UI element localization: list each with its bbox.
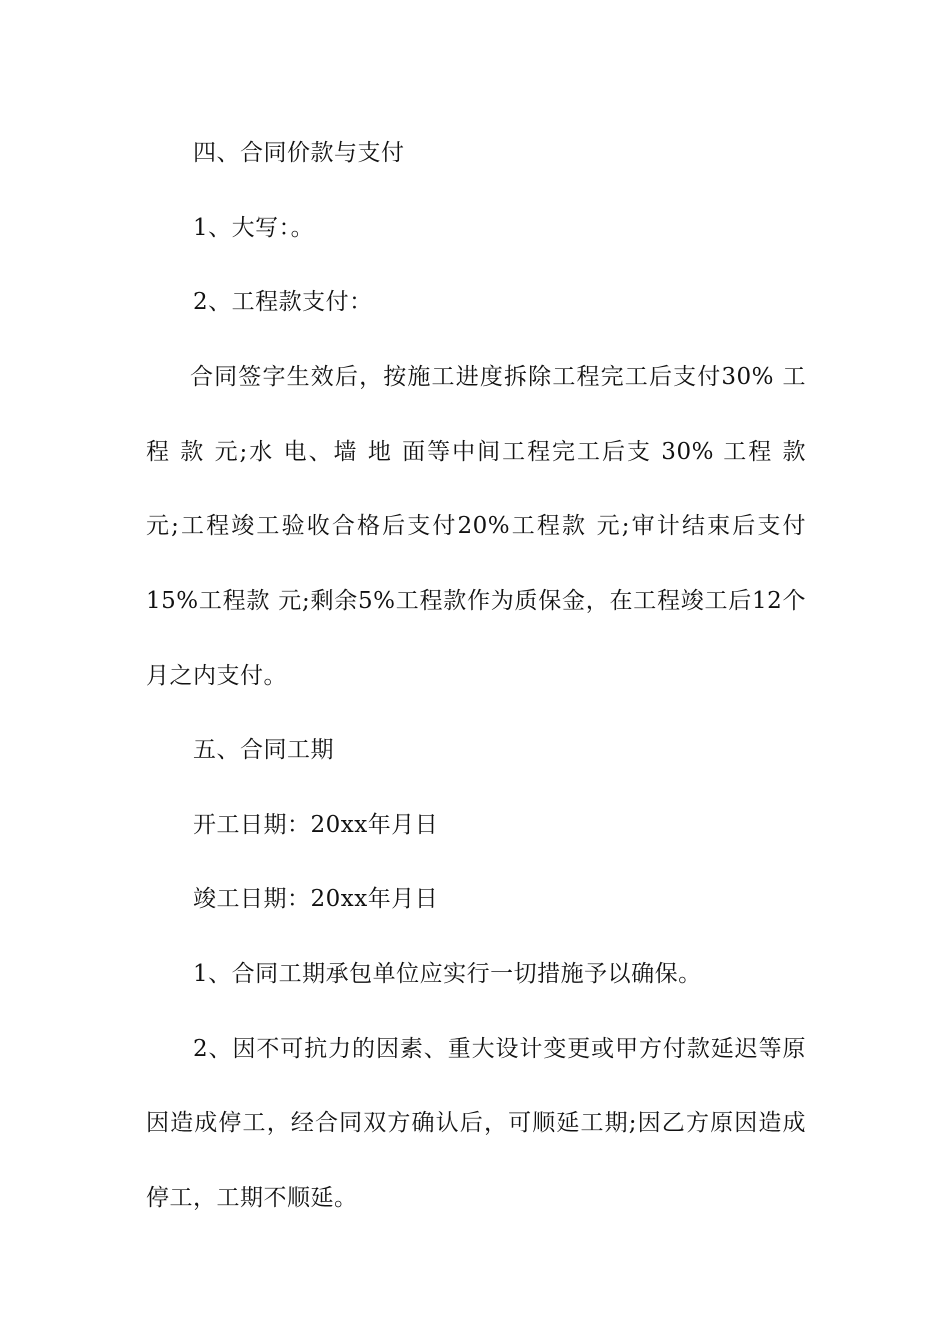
amount-in-words-item: 1、大写：。 xyxy=(193,215,315,241)
payment-item: 2、工程款支付： xyxy=(193,289,373,315)
period-item-1: 1、合同工期承包单位应实行一切措施予以确保。 xyxy=(193,961,702,987)
completion-date: 竣工日期：20xx年月日 xyxy=(193,886,439,912)
start-date: 开工日期：20xx年月日 xyxy=(193,812,439,838)
section-5-heading: 五、合同工期 xyxy=(193,737,334,763)
period-item-2-line-1: 2、因不可抗力的因素、重大设计变更或甲方付款延迟等原 xyxy=(193,1036,806,1062)
payment-paragraph-line-2: 程 款 元;水 电、墙 地 面等中间工程完工后支 30% 工程 款 xyxy=(146,439,806,465)
period-item-2-line-3: 停工，工期不顺延。 xyxy=(146,1185,358,1211)
section-4-heading: 四、合同价款与支付 xyxy=(193,140,405,166)
payment-paragraph-line-1: 合同签字生效后，按施工进度拆除工程完工后支付30% 工 xyxy=(190,364,806,390)
payment-paragraph-line-3: 元;工程竣工验收合格后支付20%工程款 元;审计结束后支付 xyxy=(146,513,806,539)
payment-paragraph-line-4: 15%工程款 元;剩余5%工程款作为质保金，在工程竣工后12个 xyxy=(146,588,806,614)
payment-paragraph-line-5: 月之内支付。 xyxy=(146,663,287,689)
period-item-2-line-2: 因造成停工，经合同双方确认后，可顺延工期;因乙方原因造成 xyxy=(146,1110,806,1136)
